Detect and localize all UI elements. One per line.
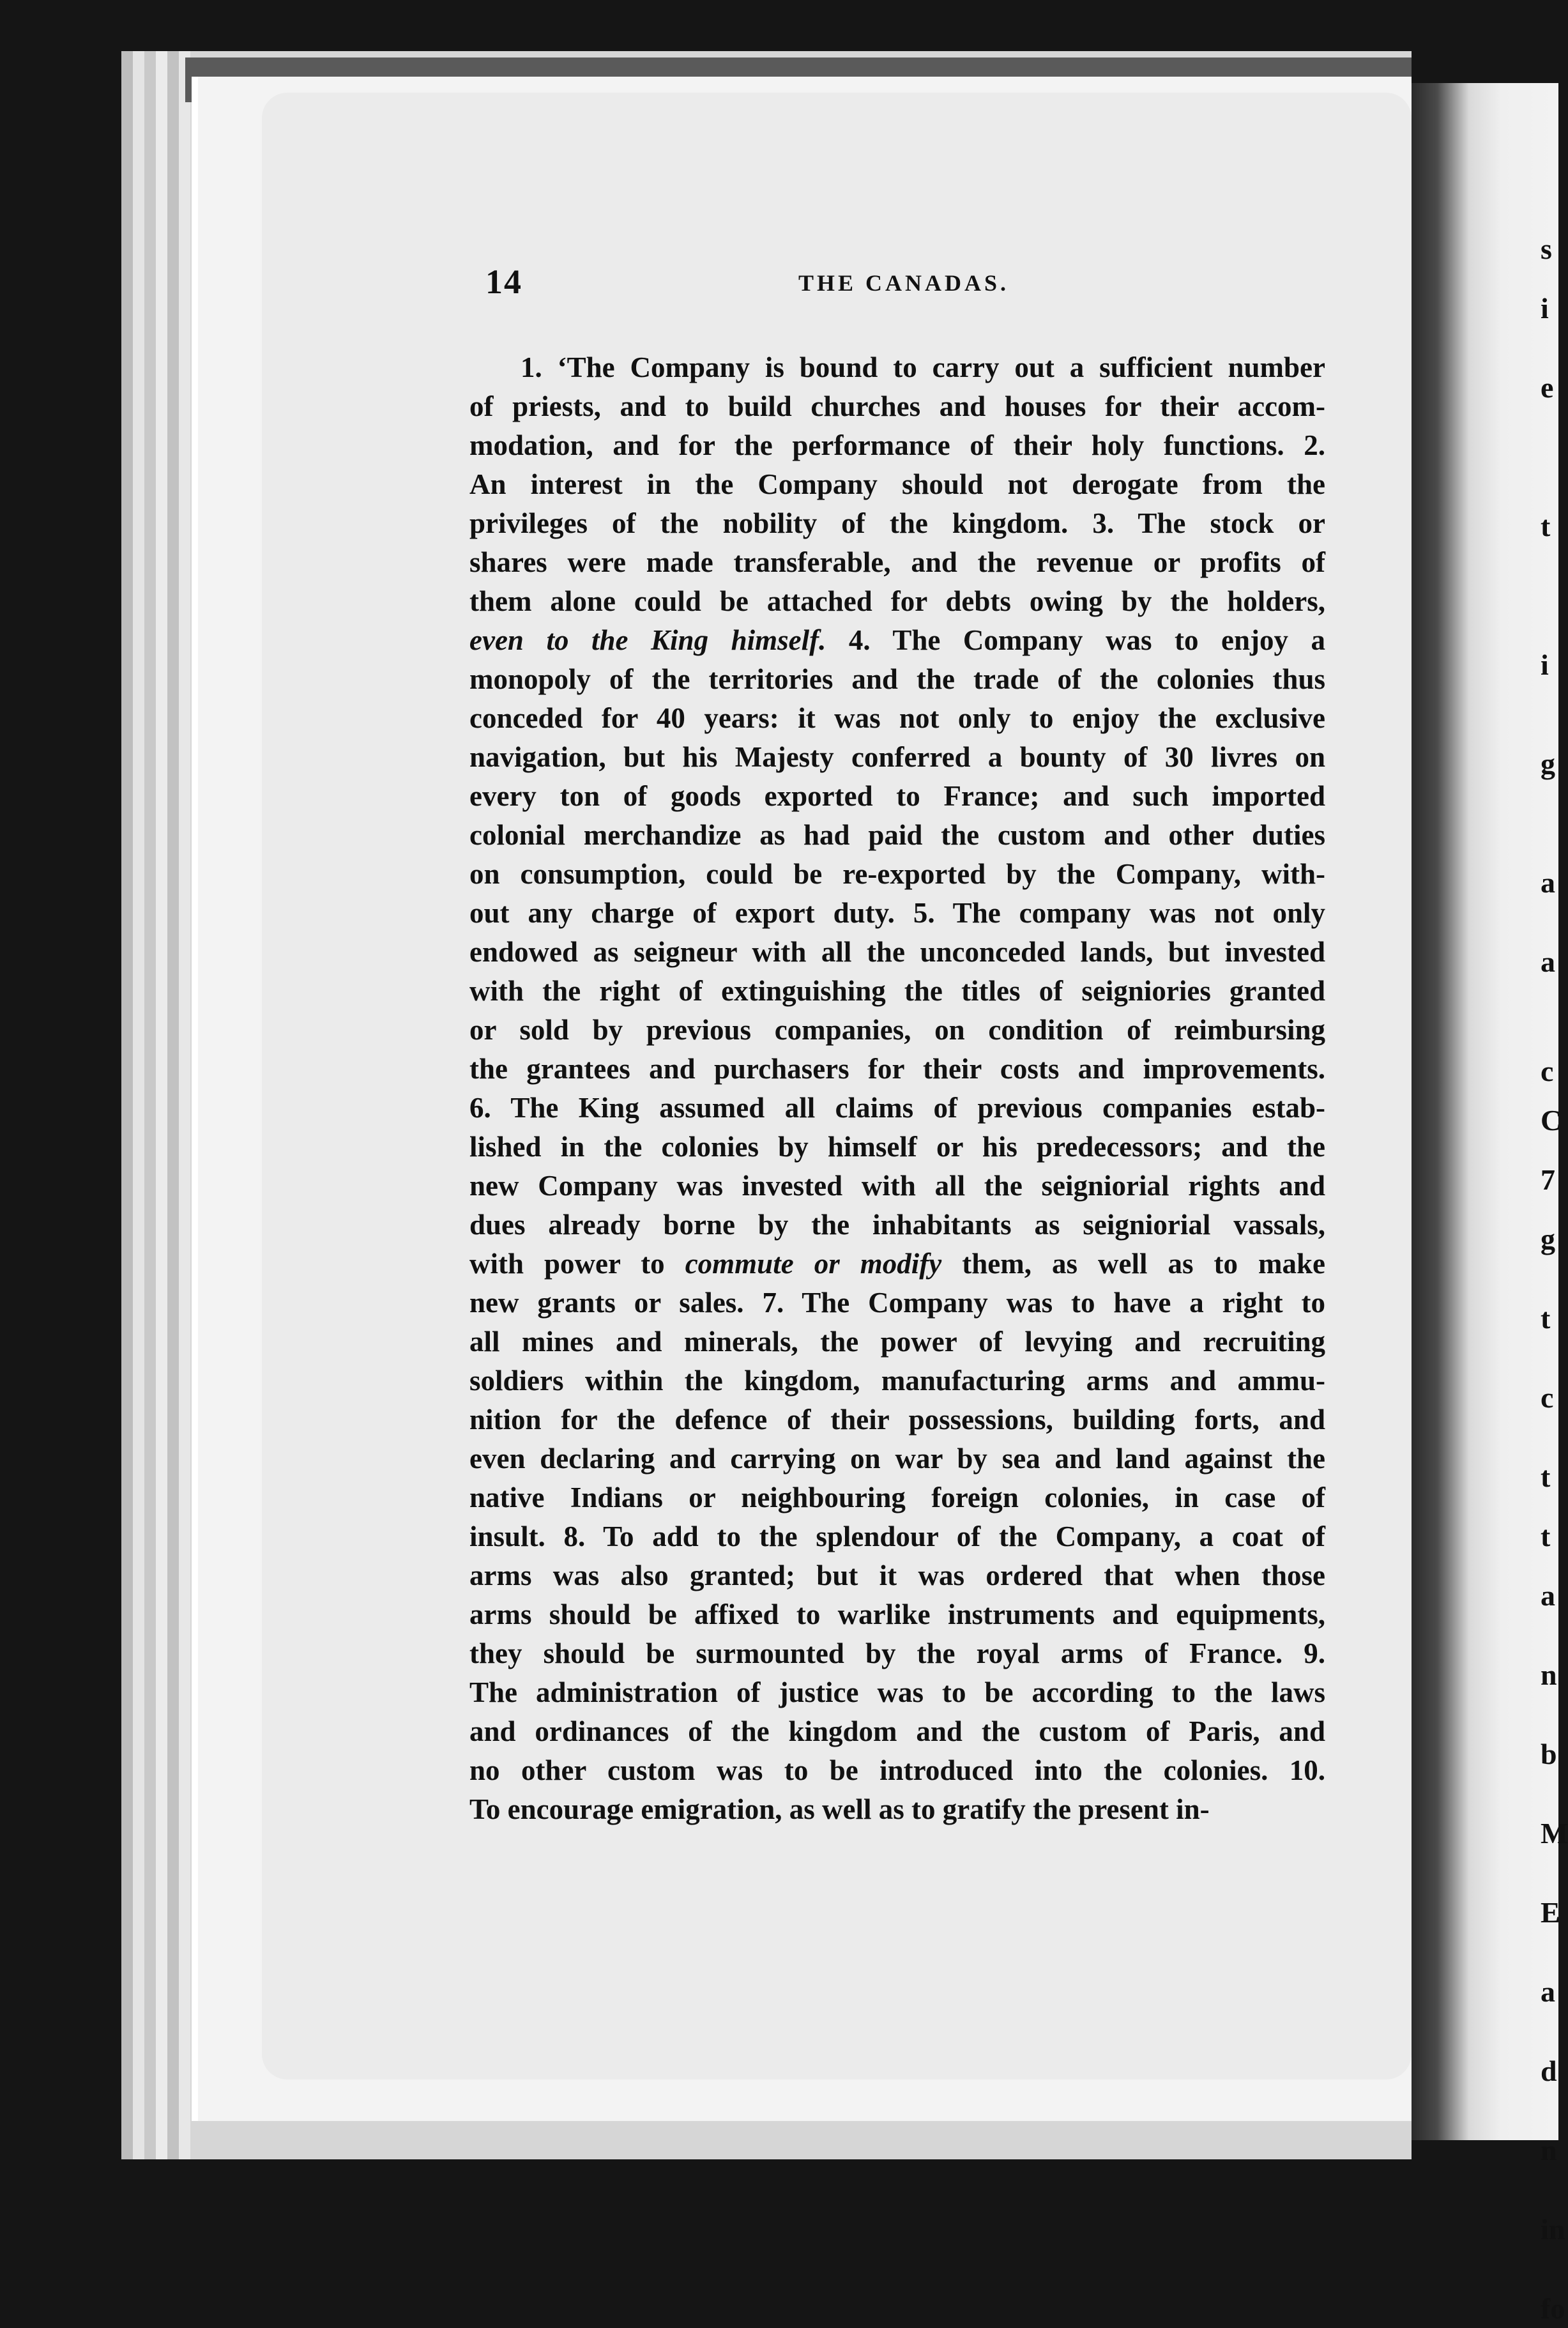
next-page-fragment: 7	[1541, 1163, 1555, 1196]
text-span: 4. The Company was to enjoy a	[826, 624, 1326, 656]
text-line: nition for the defence of their possessions, building forts, and	[469, 1404, 1325, 1436]
italic-phrase: even to the King himself.	[469, 624, 826, 656]
text-line: 1. ‘The Company is bound to carry out a sufficient number	[521, 351, 1325, 383]
text-line: insult. 8. To add to the splendour of the Company, a coat of	[469, 1520, 1325, 1552]
text-line: modation, and for the performance of their holy functions. 2.	[469, 429, 1325, 461]
text-line: them alone could be attached for debts owing by the holders,	[469, 585, 1325, 617]
text-line-italic	[469, 1244, 1325, 1283]
text-line-italic	[469, 621, 1325, 660]
text-line: monopoly of the territories and the trade of the colonies thus	[469, 663, 1325, 695]
text-line: privileges of the nobility of the kingdom. 3. The stock or	[469, 507, 1325, 539]
next-page-fragment: t	[1541, 510, 1551, 542]
italic-phrase: commute or modify	[685, 1248, 942, 1280]
text-line: on consumption, could be re-exported by the Company, with-	[469, 858, 1325, 890]
next-page-fragment: in	[1541, 2213, 1565, 2246]
text-line: they should be surmounted by the royal arms of France. 9.	[469, 1637, 1325, 1669]
text-span: them, as well as to make	[941, 1248, 1325, 1280]
next-page-fragment: t	[1541, 1302, 1551, 1335]
next-page-fragment: n	[1541, 2134, 1557, 2166]
text-line: and ordinances of the kingdom and the custom of Paris, and	[469, 1715, 1325, 1747]
text-line: native Indians or neighbouring foreign colonies, in case of	[469, 1482, 1325, 1513]
next-page-fragment: c	[1541, 1054, 1554, 1087]
next-page-fragment: t	[1541, 1460, 1551, 1493]
next-page-fragment: e	[1541, 371, 1554, 404]
text-line: 6. The King assumed all claims of previous companies estab-	[469, 1092, 1325, 1124]
text-line: shares were made transferable, and the revenue or profits of	[469, 546, 1325, 578]
text-line: colonial merchandize as had paid the custom and other duties	[469, 819, 1325, 851]
next-page-fragment: a	[1541, 946, 1555, 978]
next-page-fragment: a	[1541, 1579, 1555, 1612]
next-page-fragment: a	[1541, 1975, 1555, 2008]
next-page-fragment: s	[1541, 233, 1552, 265]
text-span: with power to	[469, 1248, 685, 1280]
body-text	[469, 348, 1325, 1829]
text-line: The administration of justice was to be according to the laws	[469, 1676, 1325, 1708]
text-line: every ton of goods exported to France; and such imported	[469, 780, 1325, 812]
next-page-fragment: g	[1541, 747, 1555, 780]
page-header	[485, 262, 1322, 307]
next-page-fragment: n	[1541, 1658, 1557, 1691]
text-line: conceded for 40 years: it was not only to enjoy the exclusive	[469, 702, 1325, 734]
next-page-fragment: t	[1541, 1520, 1551, 1552]
next-page-fragment: E	[1541, 1896, 1560, 1929]
next-page-fragment: M	[1541, 1817, 1568, 1849]
next-page-fragment: d	[1541, 2055, 1557, 2087]
next-page-fragment: C	[1541, 1104, 1562, 1137]
running-title: THE CANADAS.	[798, 270, 1010, 296]
text-line: even declaring and carrying on war by sea and land against the	[469, 1443, 1325, 1474]
next-page-fragment: i	[1541, 292, 1549, 325]
text-line: with the right of extinguishing the titles of seigniories granted	[469, 975, 1325, 1007]
text-line: An interest in the Company should not derogate from the	[469, 468, 1325, 500]
text-line: all mines and minerals, the power of levying and recruiting	[469, 1326, 1325, 1358]
next-page-fragment: fo	[1541, 2292, 1565, 2325]
text-line: new Company was invested with all the seigniorial rights and	[469, 1170, 1325, 1202]
text-line: navigation, but his Majesty conferred a bounty of 30 livres on	[469, 741, 1325, 773]
text-line: new grants or sales. 7. The Company was to have a right to	[469, 1287, 1325, 1319]
text-line: soldiers within the kingdom, manufacturing arms and ammu-	[469, 1365, 1325, 1397]
text-line: arms was also granted; but it was ordered that when those	[469, 1559, 1325, 1591]
text-line: out any charge of export duty. 5. The company was not only	[469, 897, 1325, 929]
text-line: or sold by previous companies, on condition of reimbursing	[469, 1014, 1325, 1046]
text-line: of priests, and to build churches and houses for their accom-	[469, 390, 1325, 422]
next-page-fragment: b	[1541, 1738, 1557, 1770]
next-page-fragment: g	[1541, 1223, 1555, 1255]
next-page-fragment: c	[1541, 1381, 1554, 1414]
text-line: no other custom was to be introduced into the colonies. 10.	[469, 1754, 1325, 1786]
text-line: To encourage emigration, as well as to gratify the present in-	[469, 1793, 1210, 1825]
next-page-edge	[1412, 83, 1558, 2140]
page-number: 14	[485, 263, 522, 301]
text-line: the grantees and purchasers for their costs and improvements.	[469, 1053, 1325, 1085]
text-line: endowed as seigneur with all the unconceded lands, but invested	[469, 936, 1325, 968]
text-line: lished in the colonies by himself or his predecessors; and the	[469, 1131, 1325, 1163]
text-line: dues already borne by the inhabitants as seigniorial vassals,	[469, 1209, 1325, 1241]
next-page-fragment: i	[1541, 648, 1549, 681]
text-line: arms should be affixed to warlike instruments and equipments,	[469, 1598, 1325, 1630]
next-page-fragment: a	[1541, 866, 1555, 899]
